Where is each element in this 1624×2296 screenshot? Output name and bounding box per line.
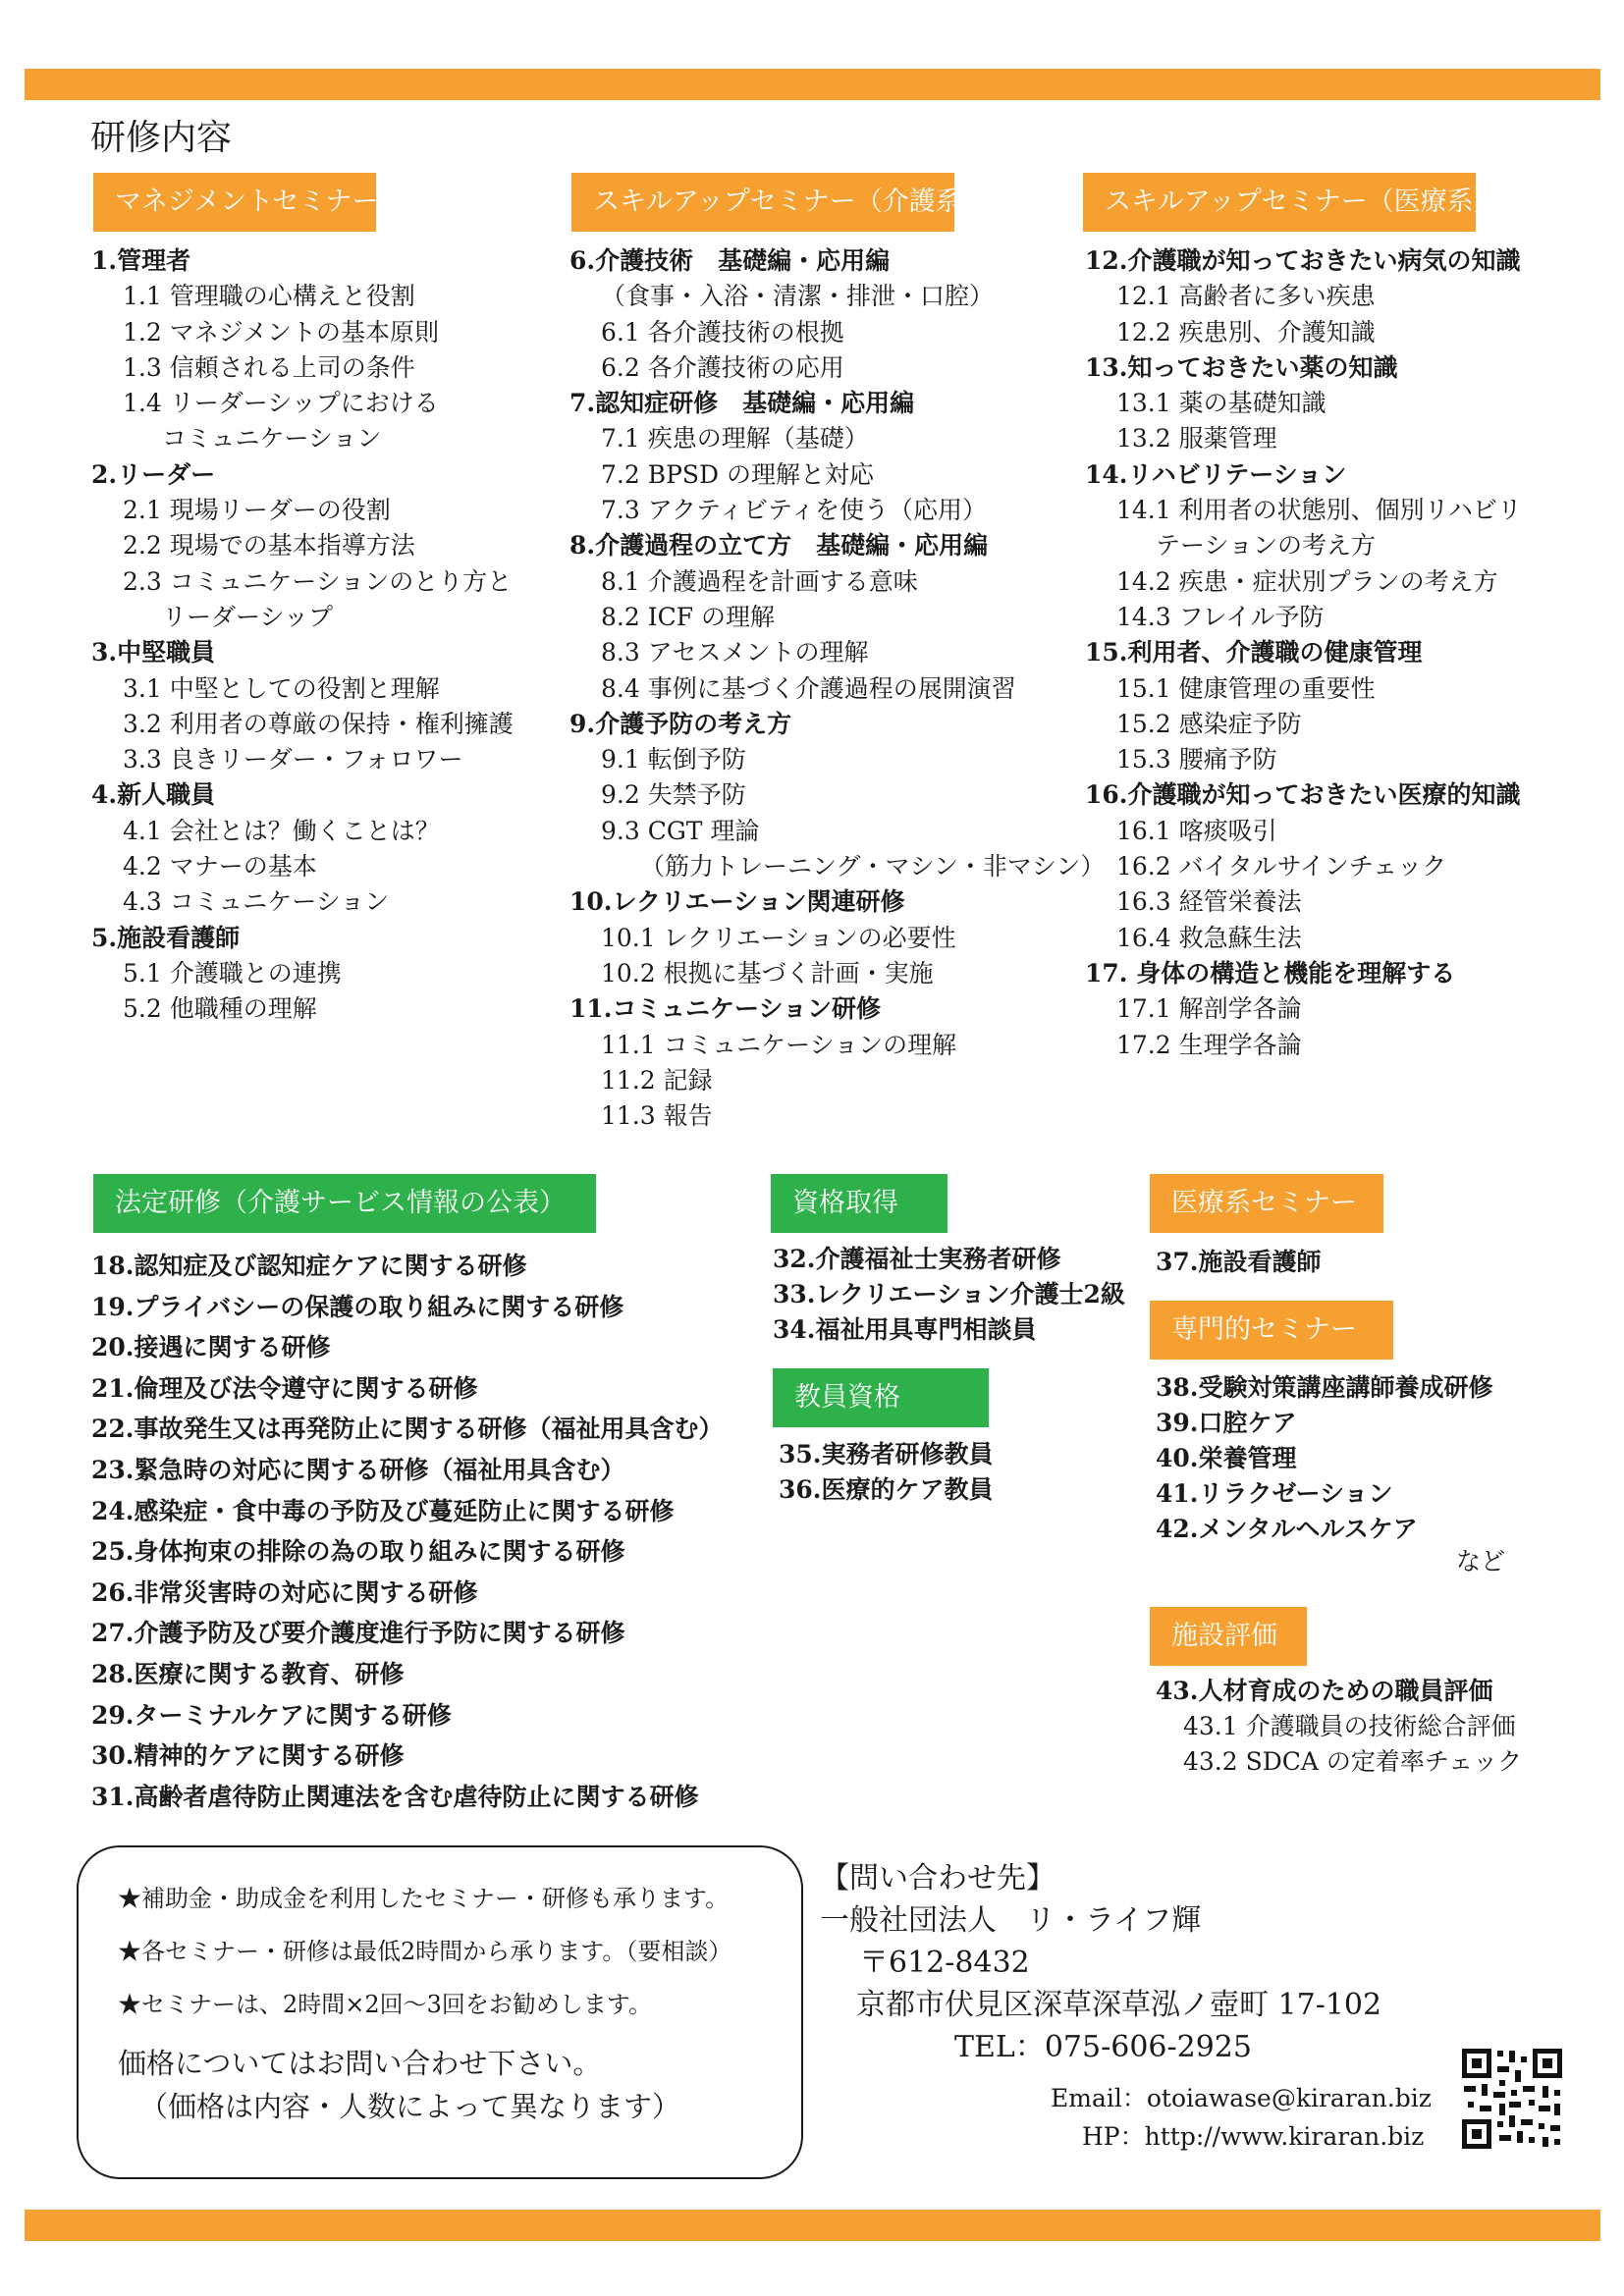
legal-training-item: 30.精神的ケアに関する研修 <box>91 1741 405 1771</box>
course-heading: 12.介護職が知っておきたい病気の知識 <box>1085 246 1521 275</box>
course-item: 9.1 転倒予防 <box>601 745 746 774</box>
course-item: 13.1 薬の基礎知識 <box>1116 389 1326 418</box>
teacher-qualification-list <box>779 1437 994 1508</box>
course-item: 15.3 腰痛予防 <box>1116 745 1277 774</box>
course-item: 14.3 フレイル予防 <box>1116 602 1325 631</box>
medical-list <box>1085 243 1522 1063</box>
legal-training-item: 28.医療に関する教育、研修 <box>91 1659 405 1688</box>
legal-training-item: 18.認知症及び認知症ケアに関する研修 <box>91 1252 527 1280</box>
course-item: 3.2 利用者の尊厳の保持・権利擁護 <box>123 709 514 738</box>
course-heading: 4.新人職員 <box>91 780 216 810</box>
course-item: 16.3 経管栄養法 <box>1116 887 1302 917</box>
contact-heading: 【問い合わせ先】 <box>820 1861 1056 1896</box>
contact-block <box>820 1857 1381 2068</box>
contact-postal: 〒612-8432 <box>859 1946 1030 1980</box>
course-item: 4.2 マナーの基本 <box>123 852 317 881</box>
page-title: 研修内容 <box>90 118 233 158</box>
course-heading: 11.コミュニケーション研修 <box>569 994 881 1024</box>
evaluation-sub-item: 43.2 SDCA の定着率チェック <box>1183 1747 1523 1776</box>
course-item: 2.2 現場での基本指導方法 <box>123 531 415 561</box>
course-item: 9.3 CGT 理論 <box>601 816 760 845</box>
course-item: 1.4 リーダーシップにおける <box>123 389 439 418</box>
teacher-qualification-item: 35.実務者研修教員 <box>779 1440 994 1468</box>
course-item: 10.2 根拠に基づく計画・実施 <box>601 958 934 988</box>
course-heading: 14.リハビリテーション <box>1085 459 1347 489</box>
note-recommendation: ★セミナーは、2時間×2回～3回をお勧めします。 <box>118 1991 652 2018</box>
course-item: 15.2 感染症予防 <box>1116 709 1302 738</box>
course-heading: 15.利用者、介護職の健康管理 <box>1085 638 1423 667</box>
course-heading: 6.介護技術 基礎編・応用編 <box>569 246 891 275</box>
course-item: 6.1 各介護技術の根拠 <box>601 317 844 347</box>
legal-training-item: 19.プライバシーの保護の取り組みに関する研修 <box>91 1292 624 1321</box>
legal-training-item: 27.介護予防及び要介護度進行予防に関する研修 <box>91 1619 625 1648</box>
course-item: 8.2 ICF の理解 <box>601 602 776 631</box>
course-item: 9.2 失禁予防 <box>601 780 746 810</box>
course-heading: 13.知っておきたい薬の知識 <box>1085 352 1398 382</box>
legal-training-item: 26.非常災害時の対応に関する研修 <box>91 1577 478 1607</box>
course-item: 4.3 コミュニケーション <box>123 887 390 917</box>
special-seminar-item: 40.栄養管理 <box>1156 1444 1297 1472</box>
course-item: 13.2 服薬管理 <box>1116 424 1277 454</box>
etc-label: など <box>1456 1547 1506 1575</box>
course-item: 12.1 高齢者に多い疾患 <box>1116 282 1376 311</box>
course-item: 4.1 会社とは？働くことは？ <box>123 816 440 845</box>
price-subnote: （価格は内容・人数によって異なります） <box>139 2090 681 2123</box>
course-item: 16.4 救急蘇生法 <box>1116 923 1302 952</box>
course-item: 6.2 各介護技術の応用 <box>601 352 844 382</box>
course-item: 5.1 介護職との連携 <box>123 958 342 988</box>
top-accent-bar <box>25 69 1600 100</box>
course-heading: 17. 身体の構造と機能を理解する <box>1085 958 1456 988</box>
qualification-item: 32.介護福祉士実務者研修 <box>773 1245 1061 1273</box>
legal-training-item: 22.事故発生又は再発防止に関する研修（福祉用具含む） <box>91 1415 724 1444</box>
course-item: 14.2 疾患・症状別プランの考え方 <box>1116 566 1498 596</box>
course-item: 10.1 レクリエーションの必要性 <box>601 923 956 952</box>
legal-training-item: 21.倫理及び法令遵守に関する研修 <box>91 1373 478 1403</box>
course-item: 1.1 管理職の心構えと役割 <box>123 282 415 311</box>
course-item: 7.3 アクティビティを使う（応用） <box>601 496 987 525</box>
special-seminar-header: 専門的セミナー <box>1150 1301 1393 1360</box>
course-item: 8.4 事例に基づく介護過程の展開演習 <box>601 673 1016 703</box>
special-seminar-item: 41.リラクゼーション <box>1156 1479 1393 1508</box>
medical-skillup-header: スキルアップセミナー（医療系） <box>1083 173 1476 232</box>
special-seminar-item: 39.口腔ケア <box>1156 1409 1297 1437</box>
medical-seminar-item: 37.施設看護師 <box>1156 1248 1322 1276</box>
course-item: 5.2 他職種の理解 <box>123 994 317 1024</box>
legal-training-item: 29.ターミナルケアに関する研修 <box>91 1700 452 1730</box>
qualification-list <box>773 1242 1125 1348</box>
care-skillup-header: スキルアップセミナー（介護系） <box>571 173 954 232</box>
special-seminar-list <box>1156 1370 1493 1547</box>
qualification-item: 34.福祉用具専門相談員 <box>773 1315 1037 1344</box>
facility-evaluation <box>1156 1674 1522 1780</box>
course-item: 11.3 報告 <box>601 1101 713 1131</box>
course-heading: 3.中堅職員 <box>91 638 216 667</box>
evaluation-sub-item: 43.1 介護職員の技術総合評価 <box>1183 1712 1516 1740</box>
course-heading: 7.認知症研修 基礎編・応用編 <box>569 389 915 418</box>
course-item: 2.3 コミュニケーションのとり方と <box>123 566 513 596</box>
course-item: 17.1 解剖学各論 <box>1116 994 1302 1024</box>
course-heading: 2.リーダー <box>91 459 216 489</box>
course-heading: 16.介護職が知っておきたい医療的知識 <box>1085 780 1521 810</box>
course-item: 16.1 喀痰吸引 <box>1116 816 1277 845</box>
course-item: 3.1 中堅としての役割と理解 <box>123 673 440 703</box>
course-item: 3.3 良きリーダー・フォロワー <box>123 745 463 774</box>
teacher-qualification-item: 36.医療的ケア教員 <box>779 1475 994 1504</box>
course-item: 11.2 記録 <box>601 1065 713 1095</box>
note-subsidy: ★補助金・助成金を利用したセミナー・研修も承ります。 <box>118 1885 730 1912</box>
course-heading: 9.介護予防の考え方 <box>569 709 792 738</box>
course-heading: 8.介護過程の立て方 基礎編・応用編 <box>569 531 989 561</box>
medical-seminar-header: 医療系セミナー <box>1150 1174 1383 1233</box>
contact-address: 京都市伏見区深草深草泓ノ壺町 17-102 <box>856 1988 1382 2022</box>
legal-training-item: 31.高齢者虐待防止関連法を含む虐待防止に関する研修 <box>91 1782 699 1811</box>
facility-evaluation-header: 施設評価 <box>1150 1607 1307 1666</box>
course-heading: 10.レクリエーション関連研修 <box>569 887 905 917</box>
bottom-accent-bar <box>25 2210 1600 2241</box>
note-min-duration: ★各セミナー・研修は最低2時間から承ります。（要相談） <box>118 1938 732 1965</box>
medical-seminar-list <box>1156 1245 1322 1280</box>
course-item: 7.1 疾患の理解（基礎） <box>601 424 869 454</box>
contact-phone[interactable]: TEL：075-606-2925 <box>954 2030 1252 2064</box>
course-item: 12.2 疾患別、介護知識 <box>1116 317 1376 347</box>
qualification-item: 33.レクリエーション介護士2級 <box>773 1280 1125 1308</box>
course-item: （食事・入浴・清潔・排泄・口腔） <box>601 282 995 311</box>
course-heading: 1.管理者 <box>91 246 191 275</box>
course-item: リーダーシップ <box>162 602 334 631</box>
evaluation-title: 43.人材育成のための職員評価 <box>1156 1677 1493 1705</box>
qualification-header: 資格取得 <box>771 1174 947 1233</box>
special-seminar-item: 38.受験対策講座講師養成研修 <box>1156 1373 1493 1402</box>
course-item: 14.1 利用者の状態別、個別リハビリ <box>1116 496 1522 525</box>
teacher-qualification-header: 教員資格 <box>773 1368 989 1427</box>
course-item: 16.2 バイタルサインチェック <box>1116 852 1447 881</box>
legal-training-item: 24.感染症・食中毒の予防及び蔓延防止に関する研修 <box>91 1496 675 1525</box>
special-seminar-item: 42.メンタルヘルスケア <box>1156 1515 1418 1543</box>
care-list <box>569 243 1105 1134</box>
management-list <box>91 243 514 1028</box>
course-item: 15.1 健康管理の重要性 <box>1116 673 1376 703</box>
course-item: 11.1 コミュニケーションの理解 <box>601 1030 957 1059</box>
legal-training-item: 20.接遇に関する研修 <box>91 1333 331 1362</box>
contact-organization: 一般社団法人 リ・ライフ輝 <box>820 1903 1202 1938</box>
course-item: 17.2 生理学各論 <box>1116 1030 1302 1059</box>
course-item: 2.1 現場リーダーの役割 <box>123 496 391 525</box>
course-item: 1.3 信頼される上司の条件 <box>123 352 415 382</box>
management-seminar-header: マネジメントセミナー <box>93 173 376 232</box>
course-item: 8.1 介護過程を計画する意味 <box>601 566 918 596</box>
contact-email[interactable]: Email：otoiawase@kiraran.biz <box>1051 2084 1432 2112</box>
price-note: 価格についてはお問い合わせ下さい。 <box>118 2047 602 2080</box>
legal-training-item: 25.身体拘束の排除の為の取り組みに関する研修 <box>91 1537 625 1567</box>
course-item: テーションの考え方 <box>1156 531 1377 561</box>
qr-code-icon[interactable] <box>1460 2047 1564 2151</box>
legal-training-list <box>91 1246 724 1817</box>
course-item: 7.2 BPSD の理解と対応 <box>601 459 875 489</box>
course-item: （筋力トレーニング・マシン・非マシン） <box>640 852 1106 881</box>
course-item: コミュニケーション <box>162 424 382 454</box>
notes-box <box>77 1845 803 2179</box>
legal-training-item: 23.緊急時の対応に関する研修（福祉用具含む） <box>91 1455 625 1484</box>
legal-training-header: 法定研修（介護サービス情報の公表） <box>93 1174 596 1233</box>
contact-homepage[interactable]: HP：http://www.kiraran.biz <box>1082 2122 1425 2151</box>
course-item: 8.3 アセスメントの理解 <box>601 638 869 667</box>
course-item: 1.2 マネジメントの基本原則 <box>123 317 439 347</box>
course-heading: 5.施設看護師 <box>91 923 241 952</box>
